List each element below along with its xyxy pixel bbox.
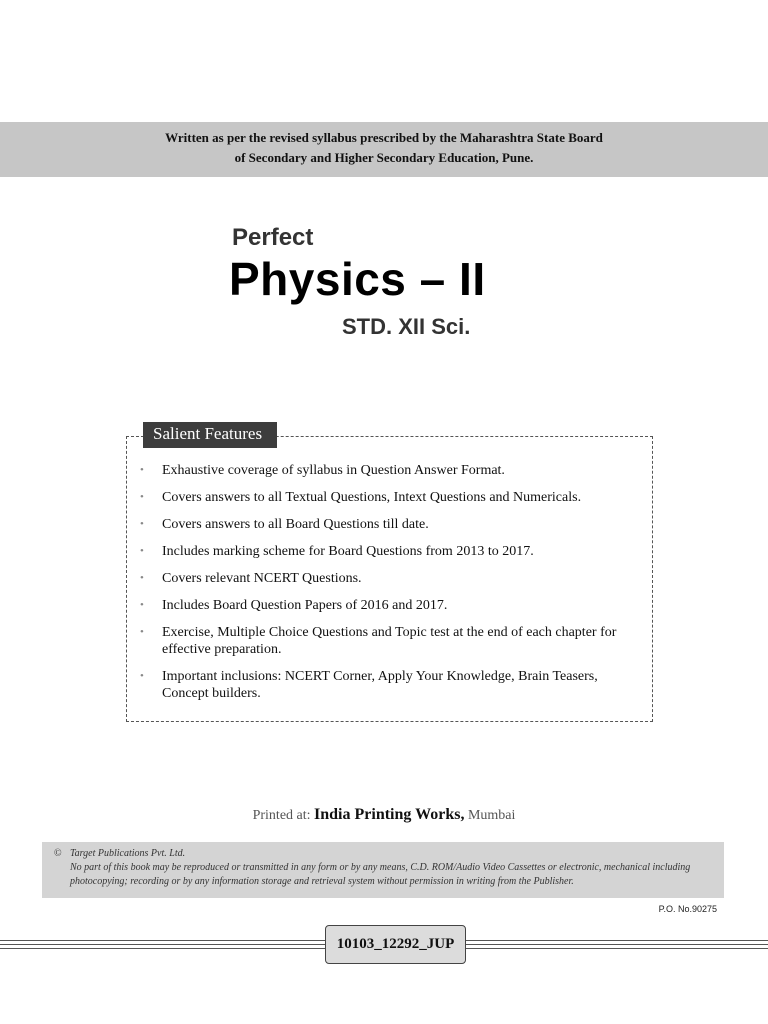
bullet-icon: • — [140, 599, 144, 611]
list-item — [138, 543, 643, 560]
feature-text: Covers answers to all Textual Questions, Intext Questions and Numericals. — [162, 490, 582, 505]
bullet-icon: • — [140, 545, 144, 557]
feature-text: Includes Board Question Papers of 2016 and 2017. — [162, 598, 448, 613]
features-list — [138, 462, 643, 712]
feature-text: Exercise, Multiple Choice Questions and Topic test at the end of each chapter for effective preparation. — [162, 625, 617, 657]
list-item — [138, 462, 643, 479]
list-item — [138, 489, 643, 506]
copyright-owner: Target Publications Pvt. Ltd. — [70, 848, 186, 859]
book-code: 10103_12292_JUP — [325, 925, 466, 964]
banner-line-2: of Secondary and Higher Secondary Education, Pune. — [234, 150, 534, 165]
feature-text: Includes marking scheme for Board Questions from 2013 to 2017. — [162, 544, 534, 559]
list-item — [138, 624, 643, 658]
copyright-notice — [42, 842, 724, 898]
bullet-icon: • — [140, 464, 144, 476]
banner-line-1: Written as per the revised syllabus prescribed by the Maharashtra State Board — [165, 130, 603, 145]
bullet-icon: • — [140, 670, 144, 682]
list-item — [138, 597, 643, 614]
feature-text: Important inclusions: NCERT Corner, Apply Your Knowledge, Brain Teasers, Concept builders. — [162, 669, 598, 701]
printer-line — [0, 806, 768, 824]
feature-text: Covers answers to all Board Questions till date. — [162, 517, 429, 532]
po-number: P.O. No.90275 — [658, 904, 717, 914]
bullet-icon: • — [140, 572, 144, 584]
printer-label: Printed at: — [252, 808, 311, 823]
bullet-icon: • — [140, 626, 144, 638]
syllabus-banner — [0, 122, 768, 177]
bullet-icon: • — [140, 518, 144, 530]
feature-text: Covers relevant NCERT Questions. — [162, 571, 362, 586]
printer-name: India Printing Works, — [314, 806, 465, 823]
printer-city: Mumbai — [467, 808, 516, 823]
features-heading: Salient Features — [143, 422, 277, 448]
bullet-icon: • — [140, 491, 144, 503]
list-item — [138, 516, 643, 533]
title-prefix: Perfect — [232, 224, 314, 251]
feature-text: Exhaustive coverage of syllabus in Question Answer Format. — [162, 463, 505, 478]
list-item — [138, 570, 643, 587]
book-title: Physics – II — [229, 253, 486, 305]
copyright-text: No part of this book may be reproduced or transmitted in any form or by any means, C.D. ROM/Audio Video Cassettes or electronic, mechanical including photocopying; recording or by any information storage and retrieval system without permission in writing from the Publisher. — [70, 862, 691, 887]
standard-label: STD. XII Sci. — [342, 314, 471, 339]
list-item — [138, 668, 643, 702]
copyright-icon: © — [54, 848, 62, 859]
